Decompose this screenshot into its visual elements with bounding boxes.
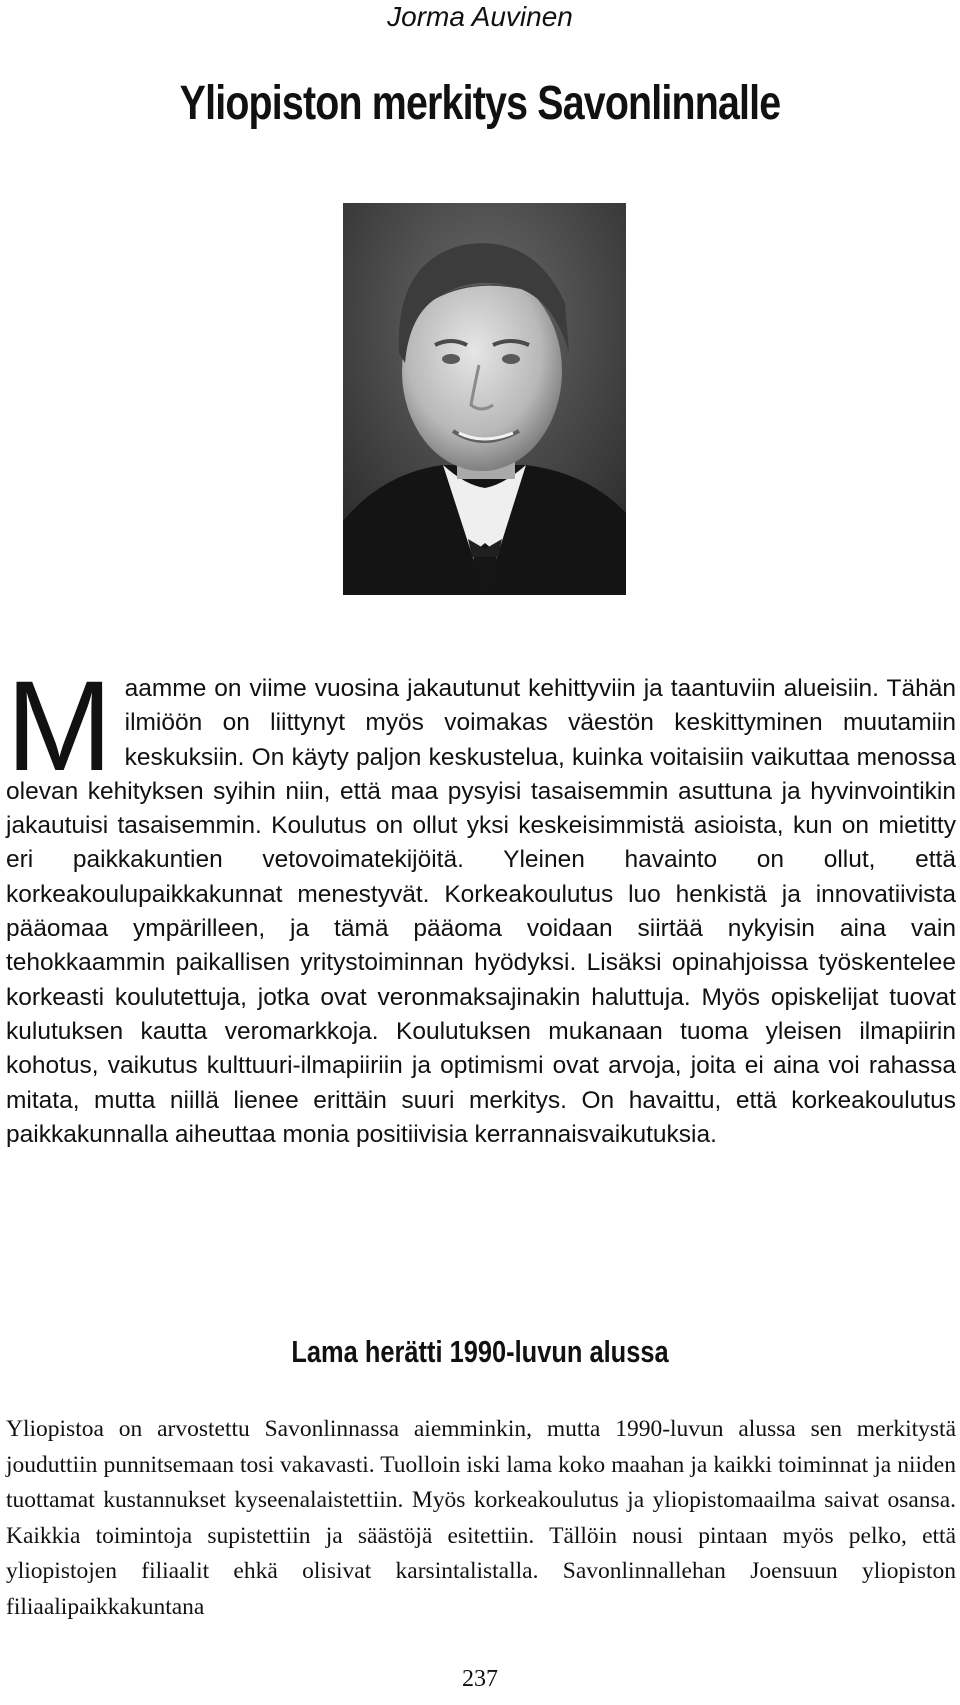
portrait-photo: [343, 203, 626, 595]
page-title: Yliopiston merkitys Savonlinnalle: [179, 77, 781, 130]
author-name: Jorma Auvinen: [387, 1, 573, 32]
intro-paragraph-text: aamme on viime vuosina jakautunut kehittyviin ja taantuviin alueisiin. Tähän ilmiöön on liittynyt myös voimakas väestön keskittyminen muutamiin keskuksiin. On käyty paljon keskustelua, kuinka voitaisiin vaikuttaa menossa olevan kehityksen syihin niin, että maa pysyisi tasaisemmin asuttuna ja hyvinvointikin jakautuisi tasaisemmin. Koulutus on ollut yksi keskeisimmistä asioista, kun on mietitty eri paikkakuntien vetovoimatekijöitä. Yleinen havainto on ollut, että korkeakoulupaikkakunnat menestyvät. Korkeakoulutus luo henkistä ja innovatiivista pääomaa ympärilleen, ja tämä pääoma voidaan siirtää nykyisin aina vain tehokkaammin paikallisen yritystoiminnan hyödyksi. Lisäksi opinahjoissa työskentelee korkeasti koulutettuja, jotka ovat veronmaksajinakin haluttuja. Myös opiskelijat tuovat kulutuksen kautta veromarkkoja. Koulutuksen mukanaan tuoma yleisen ilmapiirin kohotus, vaikutus kulttuuri-ilmapiiriin ja optimismi ovat arvoja, joita ei aina voi rahassa mitata, mutta niillä lienee erittäin suuri merkitys. On havaittu, että korkeakoulutus paikkakunnalla aiheuttaa monia positiivisia kerrannaisvaikutuksia.: [6, 675, 956, 1148]
drop-cap: M: [6, 655, 113, 798]
page-number: 237: [462, 1666, 498, 1692]
section-heading: Lama herätti 1990-luvun alussa: [291, 1334, 669, 1369]
portrait-icon: [343, 203, 626, 595]
intro-paragraph: [6, 655, 956, 1152]
body-paragraph: Yliopistoa on arvostettu Savonlinnassa aiemminkin, mutta 1990-luvun alussa sen merkitystä jouduttiin punnitsemaan tosi vakavasti. Tuolloin iski lama koko maahan ja kaikki toiminnat ja niiden tuottamat kustannukset kyseenalaistettiin. Myös korkeakoulutus ja yliopistomaailma saivat osansa. Kaikkia toimintoja supistettiin ja säästöjä esitettiin. Tällöin nousi pintaan myös pelko, että yliopistojen filiaalit ehkä olisivat karsintalistalla. Savonlinnallehan Joensuun yliopiston filiaalipaikkakuntana: [6, 1416, 956, 1620]
